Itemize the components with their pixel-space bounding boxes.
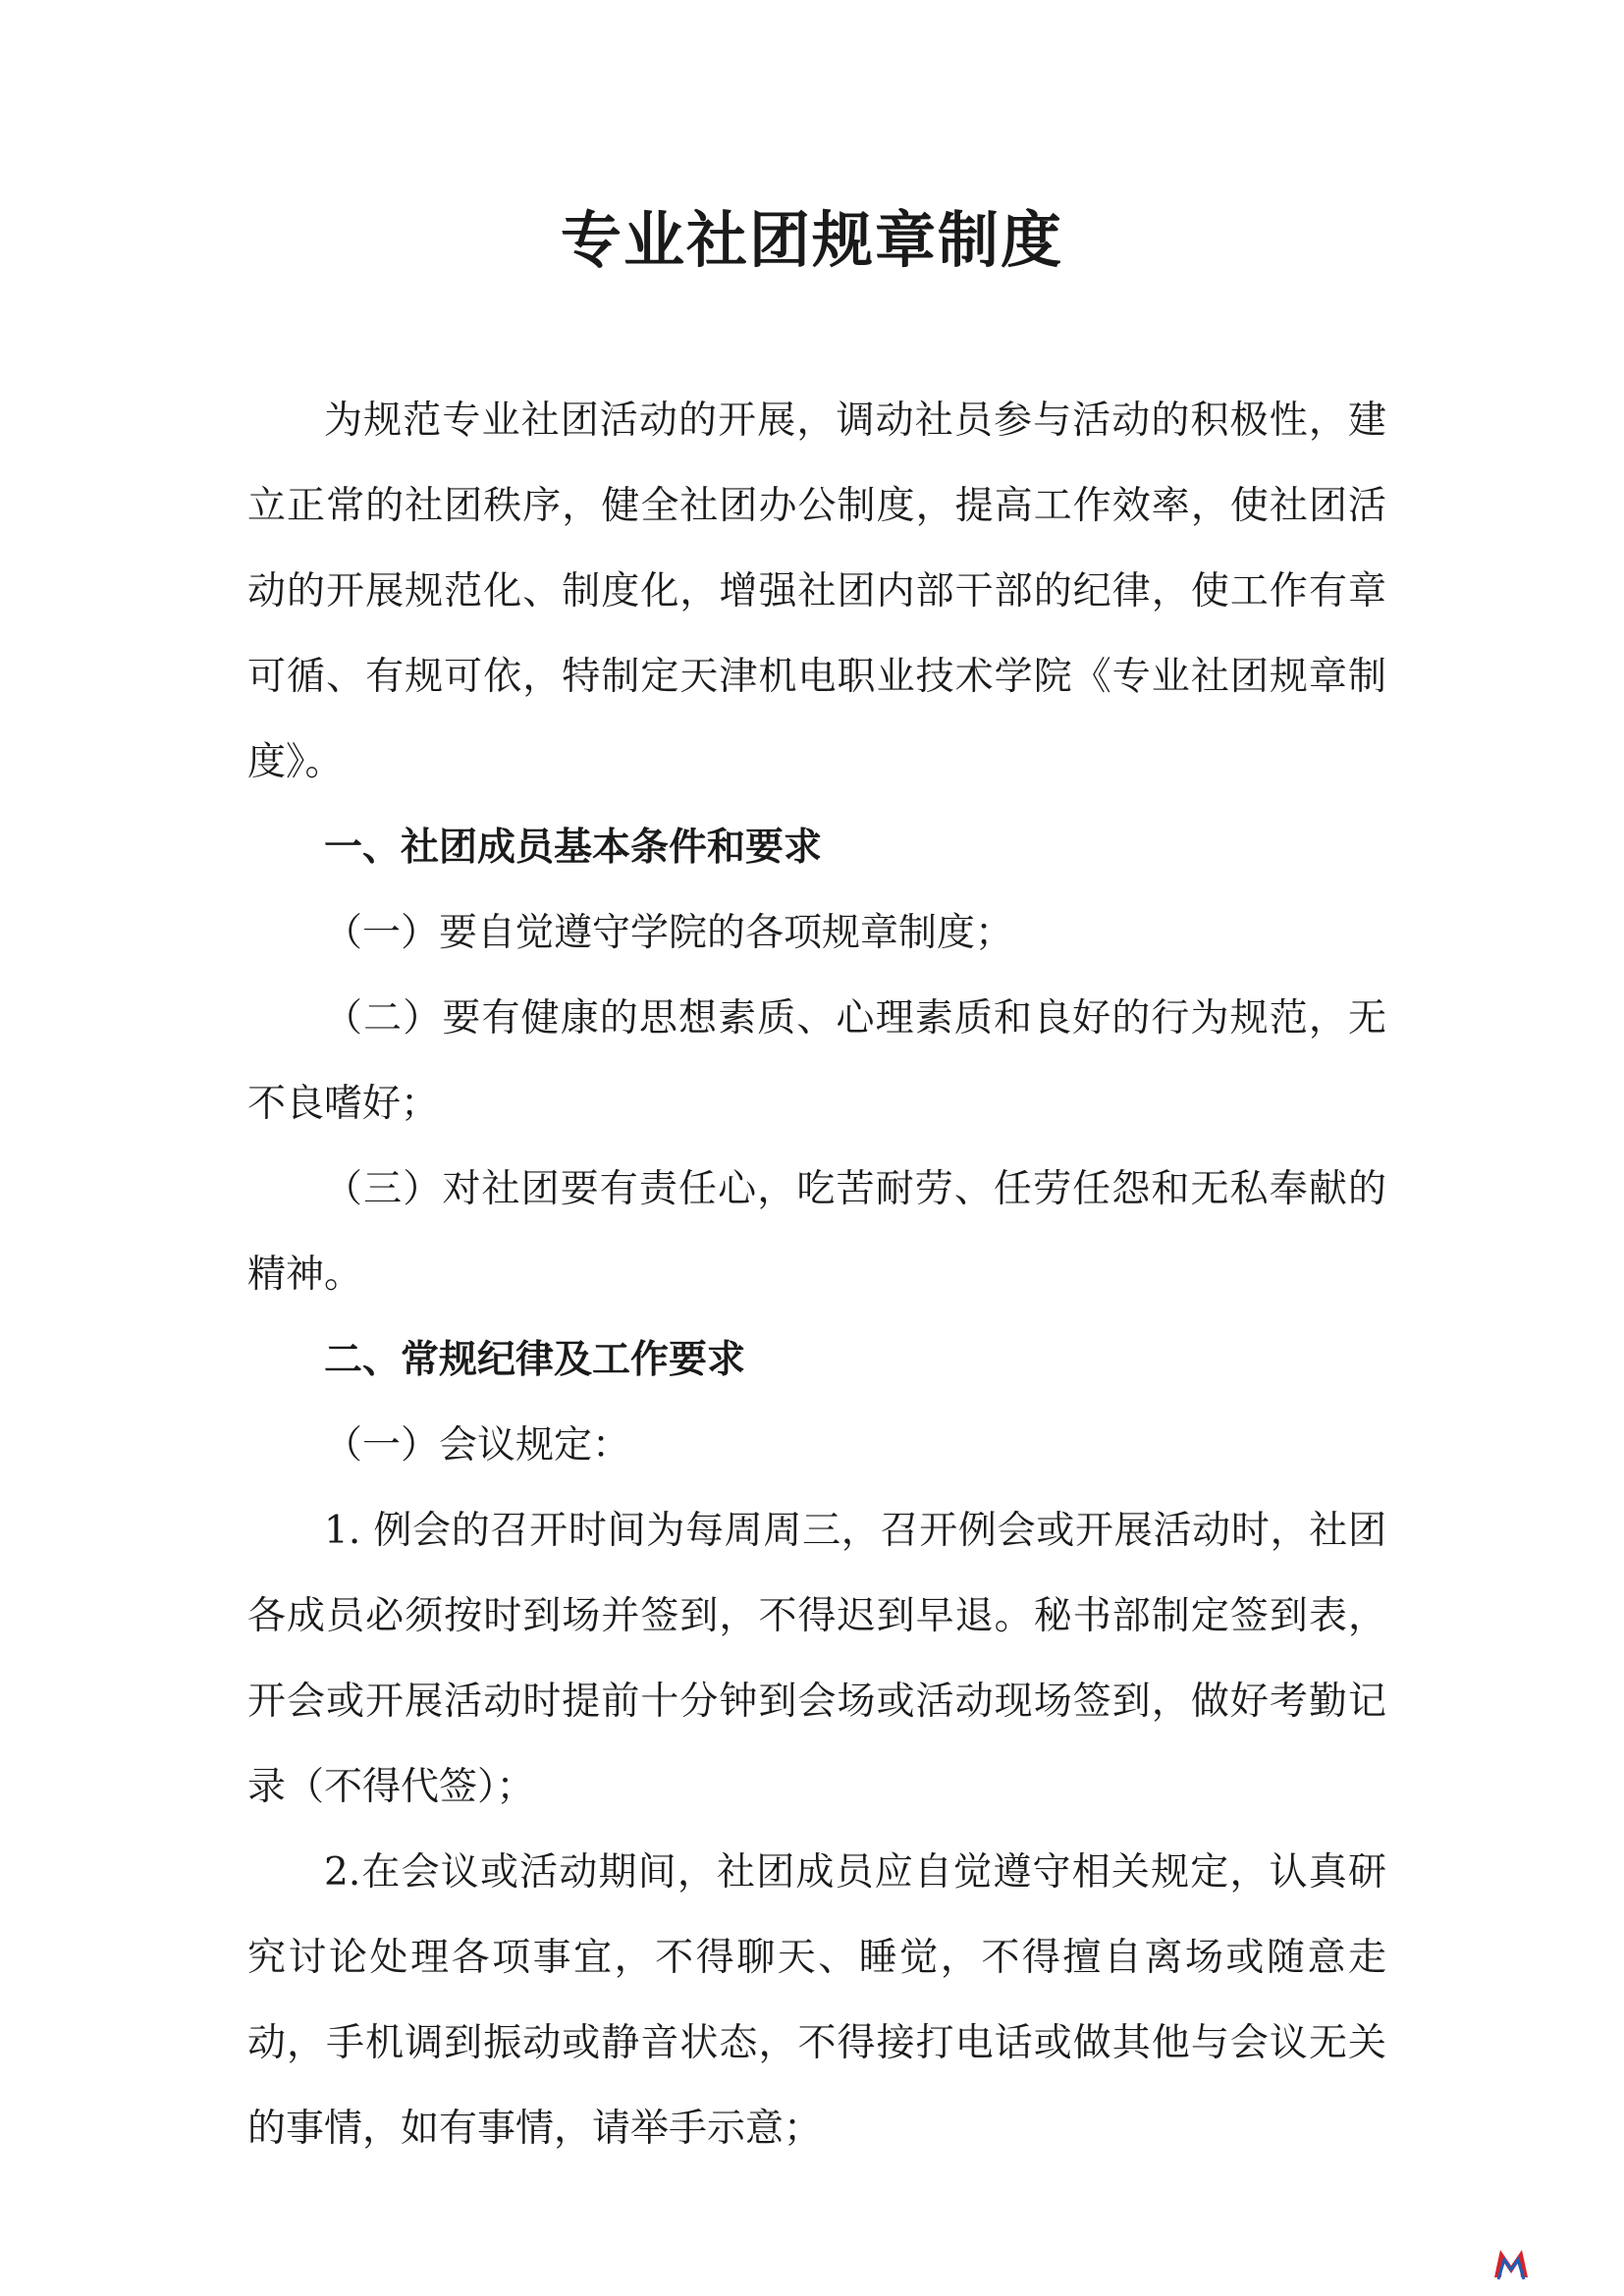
- section-1-item: （一）要自觉遵守学院的各项规章制度；: [324, 911, 1014, 955]
- section-2-subheading: （一）会议规定：: [324, 1423, 631, 1468]
- section-2-item: 2.在会议或活动期间，社团成员应自觉遵守相关规定，认真研究讨论处理各项事宜，不得聊天、睡觉，不得擅自离场或随意走动，手机调到振动或静音状态，不得接打电话或做其他与会议无关的事情，如有事情，请举手示意；: [247, 1850, 1386, 2151]
- section-1-item: （二）要有健康的思想素质、心理素质和良好的行为规范，无不良嗜好；: [247, 996, 1386, 1126]
- page-title: 专业社团规章制度: [560, 204, 1063, 276]
- watermark-logo-icon: [1492, 2246, 1530, 2281]
- section-2-item: 1. 例会的召开时间为每周周三，召开例会或开展活动时，社团各成员必须按时到场并签到，不得迟到早退。秘书部制定签到表，开会或开展活动时提前十分钟到会场或活动现场签到，做好考勤记录（不得代签）；: [247, 1509, 1386, 1809]
- document-body: [247, 378, 1386, 2171]
- section-1-item: （三）对社团要有责任心，吃苦耐劳、任劳任怨和无私奉献的精神。: [247, 1167, 1386, 1297]
- intro-paragraph: 为规范专业社团活动的开展，调动社员参与活动的积极性，建立正常的社团秩序，健全社团办公制度，提高工作效率，使社团活动的开展规范化、制度化，增强社团内部干部的纪律，使工作有章可循、有规可依，特制定天津机电职业技术学院《专业社团规章制度》。: [247, 399, 1386, 784]
- section-2-heading: 二、常规纪律及工作要求: [324, 1337, 746, 1382]
- section-1-heading: 一、社团成员基本条件和要求: [324, 825, 823, 870]
